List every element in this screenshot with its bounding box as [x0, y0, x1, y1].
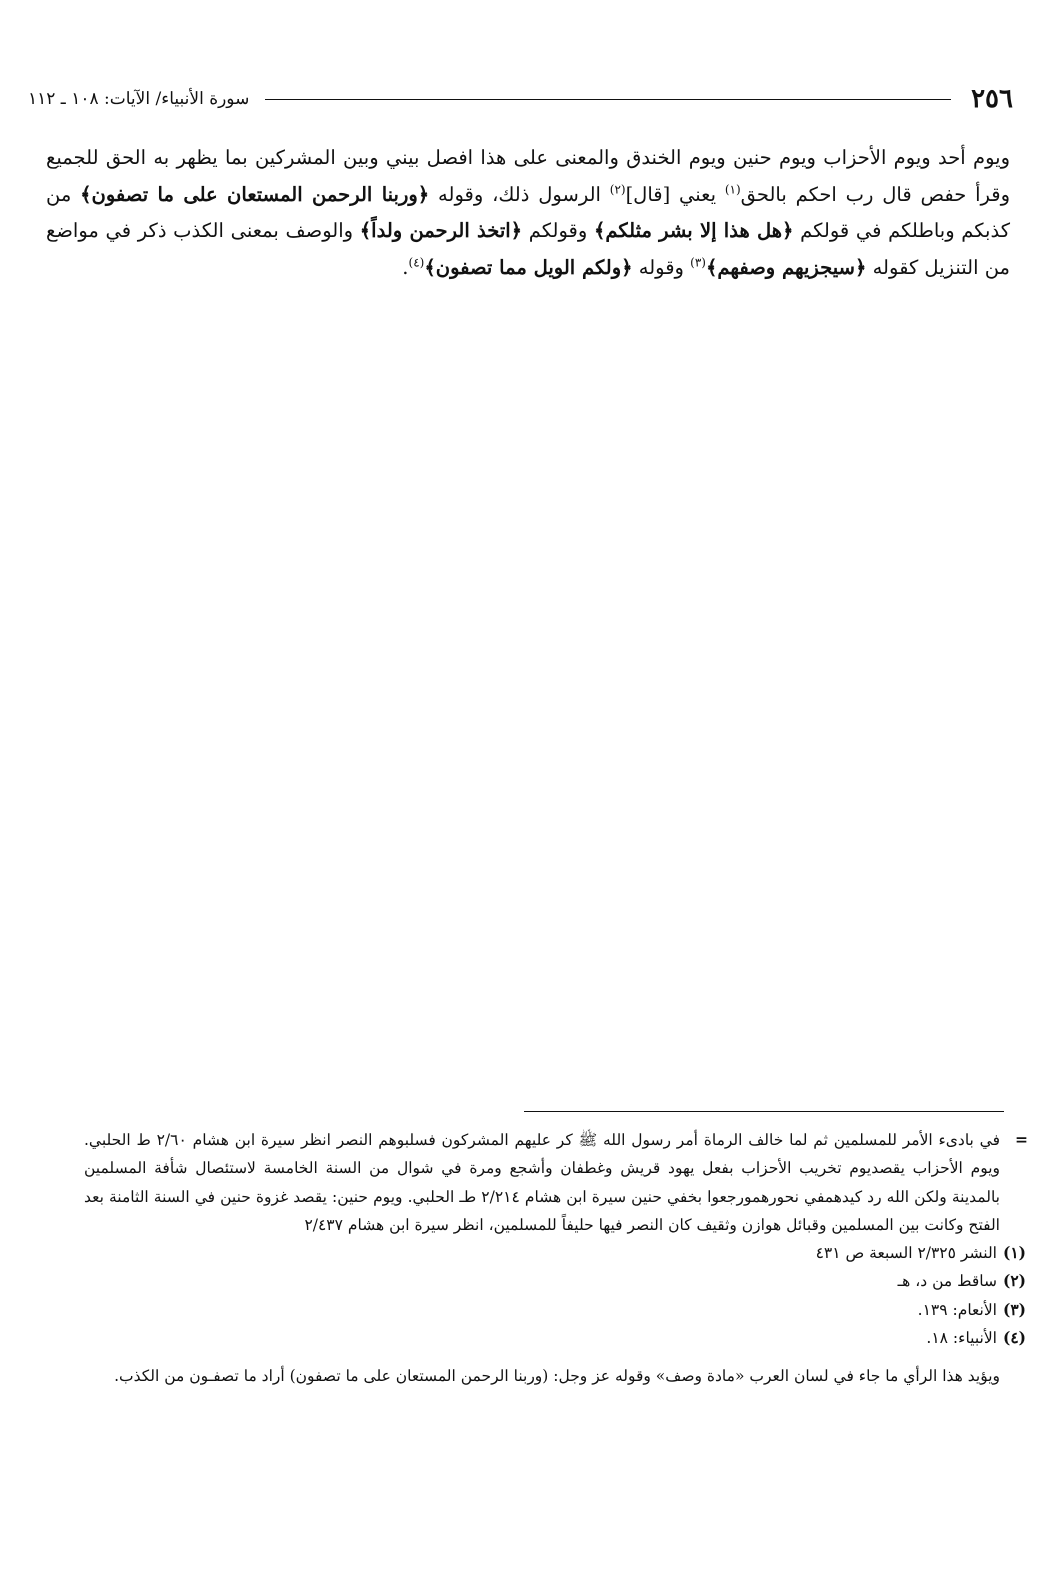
footnote-item — [58, 1296, 1026, 1324]
body-text-segment: من كذبكم وباطلكم في قولكم — [46, 182, 1010, 242]
header-rule — [265, 99, 951, 100]
body-text-segment: الرسول ذلك، وقوله — [429, 182, 610, 206]
footnote-item — [58, 1267, 1026, 1295]
quran-quote: ﴿وربنا الرحمن المستعان على ما تصفون﴾ — [80, 182, 430, 206]
footnote-separator — [524, 1111, 1004, 1112]
body-text-segment: والوصف بمعنى الكذب ذكر في مواضع من التنزيل كقوله — [46, 219, 1010, 279]
footnote-text: الأنبياء: ١٨. — [926, 1329, 997, 1348]
footnote-number: (٤) — [1002, 1328, 1026, 1348]
body-paragraph — [46, 140, 1010, 286]
footnote-ref: (١) — [724, 182, 741, 196]
page-number: ٢٥٦ — [971, 84, 1013, 114]
footnote-item — [58, 1239, 1026, 1267]
body-text-segment: ويوم أحد ويوم الأحزاب ويوم حنين ويوم الخندق والمعنى على هذا افصل بيني وبين المشركين بما يظهر به الحق للجميع وقرأ حفص قال رب احكم بالحق — [46, 146, 1010, 206]
footnote-number: (٢) — [1002, 1271, 1026, 1291]
footnote-continuation — [58, 1126, 1028, 1239]
page-header — [28, 84, 1013, 114]
footnote-ref: (٢) — [609, 182, 626, 196]
footnote-extra-note: ويؤيد هذا الرأي ما جاء في لسان العرب «مادة وصف» وقوله عز وجل: (وربنا الرحمن المستعان على ما تصفون) أراد ما تصفـون من الكذب. — [114, 1367, 1000, 1386]
quran-quote: ﴿ولكم الويل مما تصفون﴾ — [424, 255, 633, 279]
footnote-text: النشر ٢/٣٢٥ السبعة ص ٤٣١ — [815, 1244, 997, 1263]
footnote-text: الأنعام: ١٣٩. — [917, 1300, 997, 1319]
footnote-continuation-text: في بادىء الأمر للمسلمين ثم لما خالف الرماة أمر رسول الله ﷺ كر عليهم المشركون فسلبوهم النصر انظر سيرة ابن هشام ٢/٦٠ ط الحلبي. ويوم الأحزاب يقصديوم تخريب الأحزاب بفعل يهود قريش وغطفان وأشجع ومرة في شوال من السنة الخامسة لاستئصال شأفة المسلمين بالمدينة ولكن الله رد كيدهمفي نحورهمورجعوا بخفي حنين سيرة ابن هشام ٢/٢١٤ طـ الحلبي. ويوم حنين: يقصد غزوة حنين في السنة الثامنة بعد الفتح وكانت بين المسلمين وقبائل هوازن وثقيف كان النصر فيها حليفاً للمسلمين، انظر سيرة ابن هشام ٢/٤٣٧ — [84, 1131, 1000, 1234]
footnote-number: (٣) — [1002, 1299, 1026, 1319]
body-text-segment: . — [402, 255, 409, 279]
footnote-ref: (٤) — [408, 255, 425, 269]
footnote-item — [58, 1324, 1026, 1352]
footnotes — [58, 1126, 1028, 1390]
footnote-text: ساقط من د، هـ — [897, 1272, 997, 1291]
continuation-marker: = — [1015, 1130, 1028, 1149]
footnote-ref: (٣) — [690, 255, 706, 269]
quran-quote: ﴿سيجزيهم وصفهم﴾ — [705, 255, 867, 279]
body-text-segment: وقوله — [632, 255, 691, 279]
quran-quote: ﴿هل هذا إلا بشر مثلكم﴾ — [593, 219, 794, 242]
running-head: سورة الأنبياء/ الآيات: ١٠٨ ـ ١١٢ — [28, 89, 250, 109]
body-text-segment: يعني [قال] — [625, 182, 725, 206]
body-text-segment: وقولكم — [522, 219, 594, 242]
footnote-number: (١) — [1002, 1243, 1026, 1263]
quran-quote: ﴿اتخذ الرحمن ولداً﴾ — [359, 219, 523, 242]
